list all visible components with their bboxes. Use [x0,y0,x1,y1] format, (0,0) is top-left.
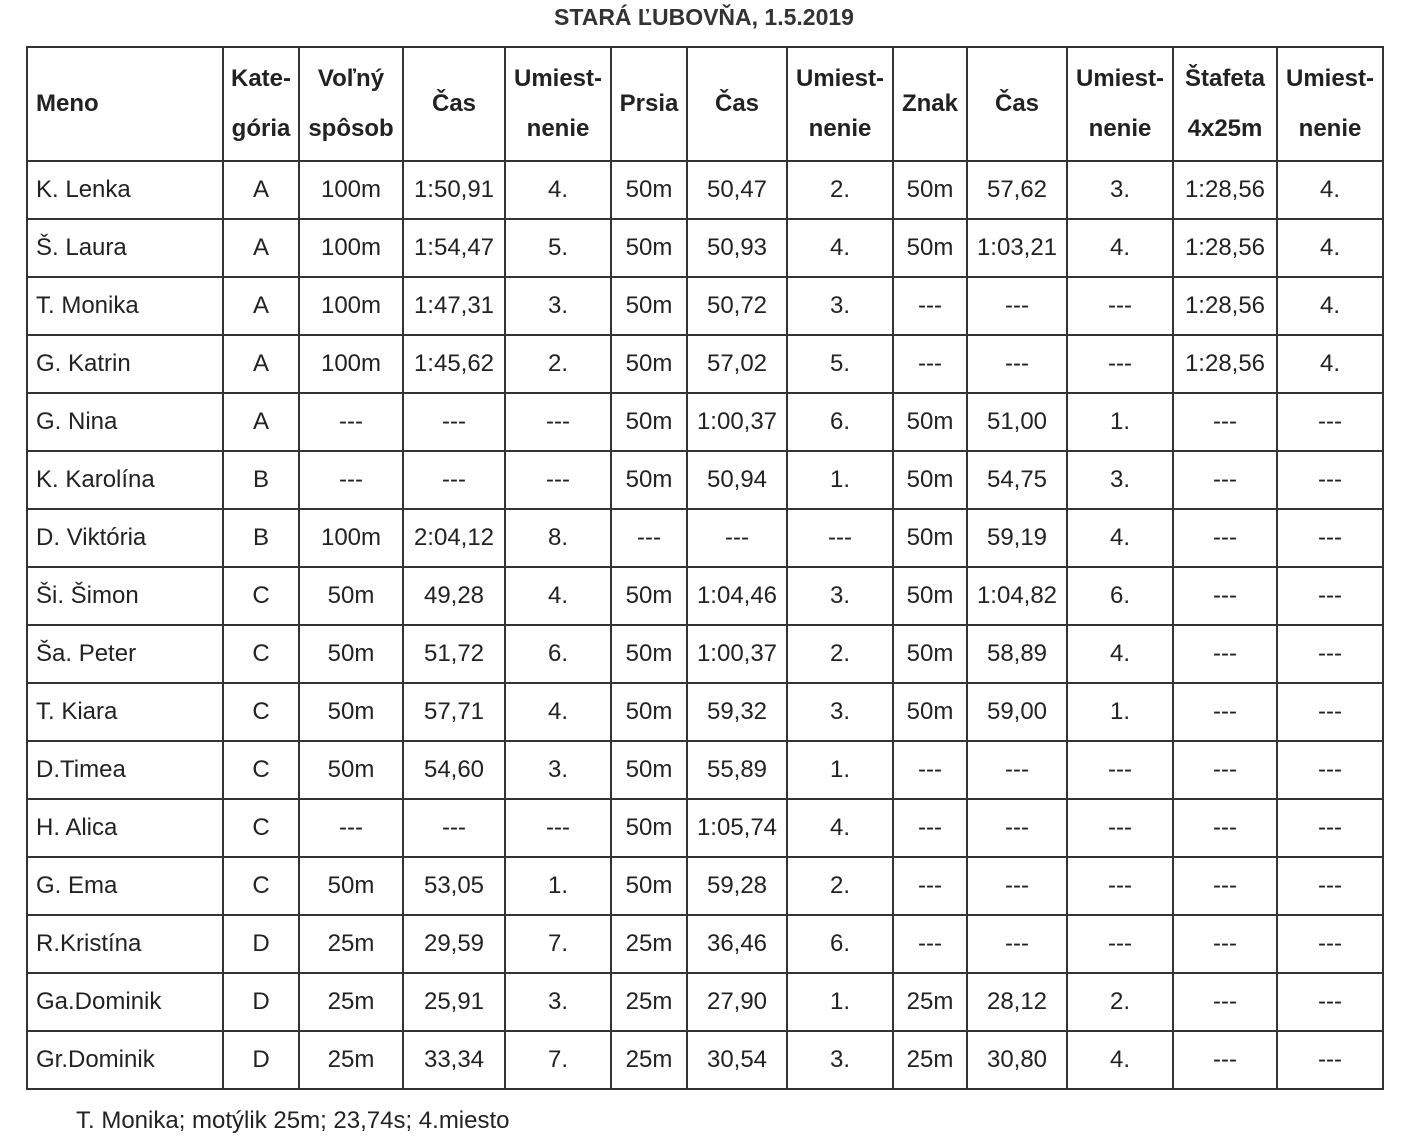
cell-freestyle-place: 4. [505,161,611,219]
cell-relay-time: --- [1173,799,1277,857]
cell-relay-time: --- [1173,451,1277,509]
cell-backstroke-distance: --- [893,277,967,335]
cell-relay-time: --- [1173,1031,1277,1089]
cell-name: Ša. Peter [27,625,223,683]
cell-freestyle-place: 3. [505,277,611,335]
cell-breaststroke-time: 50,47 [687,161,787,219]
cell-freestyle-time: 57,71 [403,683,505,741]
cell-backstroke-distance: 50m [893,451,967,509]
cell-breaststroke-time: 30,54 [687,1031,787,1089]
cell-breaststroke-distance: 50m [611,567,687,625]
cell-freestyle-time: --- [403,393,505,451]
cell-name: Gr.Dominik [27,1031,223,1089]
table-row [27,799,1383,857]
cell-category: C [223,683,299,741]
table-row [27,1031,1383,1089]
cell-breaststroke-time: --- [687,509,787,567]
cell-breaststroke-distance: 25m [611,973,687,1031]
cell-backstroke-distance: --- [893,741,967,799]
cell-backstroke-time: 59,19 [967,509,1067,567]
cell-freestyle-distance: 50m [299,741,403,799]
table-row [27,741,1383,799]
header-meno: Meno [27,47,223,161]
cell-name: Š. Laura [27,219,223,277]
cell-relay-time: --- [1173,625,1277,683]
cell-relay-time: --- [1173,567,1277,625]
cell-relay-place: --- [1277,799,1383,857]
cell-backstroke-place: 1. [1067,683,1173,741]
cell-backstroke-place: 4. [1067,509,1173,567]
results-body [27,161,1383,1089]
cell-freestyle-distance: 25m [299,915,403,973]
cell-breaststroke-place: 4. [787,219,893,277]
cell-backstroke-distance: --- [893,857,967,915]
cell-breaststroke-time: 50,93 [687,219,787,277]
cell-relay-time: 1:28,56 [1173,277,1277,335]
cell-relay-place: --- [1277,1031,1383,1089]
cell-backstroke-place: 2. [1067,973,1173,1031]
cell-backstroke-place: --- [1067,741,1173,799]
cell-name: R.Kristína [27,915,223,973]
cell-backstroke-distance: 50m [893,683,967,741]
cell-freestyle-time: 1:54,47 [403,219,505,277]
cell-relay-place: --- [1277,973,1383,1031]
cell-breaststroke-place: 2. [787,857,893,915]
cell-category: D [223,1031,299,1089]
cell-backstroke-time: 58,89 [967,625,1067,683]
table-row [27,683,1383,741]
cell-category: A [223,277,299,335]
cell-breaststroke-place: 6. [787,915,893,973]
cell-breaststroke-place: 2. [787,161,893,219]
cell-breaststroke-distance: 50m [611,335,687,393]
cell-relay-place: 4. [1277,277,1383,335]
cell-freestyle-time: 49,28 [403,567,505,625]
cell-breaststroke-place: 1. [787,973,893,1031]
cell-breaststroke-distance: 50m [611,857,687,915]
cell-freestyle-time: 1:45,62 [403,335,505,393]
cell-breaststroke-distance: 50m [611,683,687,741]
cell-category: C [223,567,299,625]
cell-name: G. Nina [27,393,223,451]
cell-breaststroke-place: --- [787,509,893,567]
cell-backstroke-time: --- [967,857,1067,915]
header-umiestnenie-znak: Umiest- nenie [1067,47,1173,161]
cell-category: C [223,625,299,683]
cell-freestyle-distance: --- [299,799,403,857]
cell-relay-time: 1:28,56 [1173,219,1277,277]
table-row [27,161,1383,219]
table-row [27,451,1383,509]
cell-name: D. Viktória [27,509,223,567]
cell-breaststroke-time: 57,02 [687,335,787,393]
cell-freestyle-time: 1:47,31 [403,277,505,335]
cell-breaststroke-distance: 25m [611,915,687,973]
cell-category: C [223,799,299,857]
header-znak: Znak [893,47,967,161]
cell-backstroke-distance: 50m [893,509,967,567]
cell-freestyle-time: --- [403,451,505,509]
cell-freestyle-distance: 50m [299,567,403,625]
cell-backstroke-time: 54,75 [967,451,1067,509]
cell-relay-place: --- [1277,683,1383,741]
cell-backstroke-place: --- [1067,799,1173,857]
header-cas-prsia: Čas [687,47,787,161]
table-row [27,915,1383,973]
cell-category: D [223,973,299,1031]
cell-freestyle-time: 2:04,12 [403,509,505,567]
cell-backstroke-time: 57,62 [967,161,1067,219]
cell-breaststroke-distance: 50m [611,161,687,219]
cell-name: Ši. Šimon [27,567,223,625]
cell-freestyle-place: 5. [505,219,611,277]
cell-freestyle-time: 53,05 [403,857,505,915]
cell-backstroke-time: --- [967,915,1067,973]
cell-category: A [223,335,299,393]
cell-relay-place: 4. [1277,335,1383,393]
cell-backstroke-distance: 25m [893,1031,967,1089]
cell-freestyle-distance: 50m [299,683,403,741]
cell-relay-time: --- [1173,857,1277,915]
cell-breaststroke-place: 1. [787,451,893,509]
cell-freestyle-place: 3. [505,741,611,799]
cell-relay-place: --- [1277,741,1383,799]
cell-relay-time: 1:28,56 [1173,161,1277,219]
cell-freestyle-distance: --- [299,451,403,509]
cell-breaststroke-distance: 50m [611,451,687,509]
cell-backstroke-place: 6. [1067,567,1173,625]
header-kategoria: Kate- gória [223,47,299,161]
header-umiestnenie-prsia: Umiest- nenie [787,47,893,161]
cell-freestyle-distance: 25m [299,1031,403,1089]
header-cas-volny: Čas [403,47,505,161]
cell-freestyle-time: 51,72 [403,625,505,683]
cell-relay-time: 1:28,56 [1173,335,1277,393]
cell-breaststroke-place: 4. [787,799,893,857]
cell-backstroke-distance: 50m [893,567,967,625]
cell-breaststroke-place: 3. [787,683,893,741]
cell-relay-place: 4. [1277,219,1383,277]
table-row [27,509,1383,567]
cell-freestyle-time: 1:50,91 [403,161,505,219]
cell-breaststroke-time: 36,46 [687,915,787,973]
cell-name: D.Timea [27,741,223,799]
cell-freestyle-distance: 100m [299,219,403,277]
cell-category: A [223,219,299,277]
cell-breaststroke-time: 1:04,46 [687,567,787,625]
cell-freestyle-distance: 100m [299,277,403,335]
cell-breaststroke-distance: 50m [611,741,687,799]
cell-breaststroke-time: 55,89 [687,741,787,799]
cell-freestyle-distance: 100m [299,509,403,567]
cell-relay-time: --- [1173,509,1277,567]
header-cas-znak: Čas [967,47,1067,161]
header-stafeta: Štafeta 4x25m [1173,47,1277,161]
cell-backstroke-time: 1:04,82 [967,567,1067,625]
cell-relay-time: --- [1173,973,1277,1031]
cell-freestyle-time: 33,34 [403,1031,505,1089]
cell-breaststroke-place: 1. [787,741,893,799]
cell-category: B [223,509,299,567]
cell-freestyle-place: 7. [505,1031,611,1089]
cell-breaststroke-time: 50,72 [687,277,787,335]
cell-relay-place: 4. [1277,161,1383,219]
cell-backstroke-distance: --- [893,335,967,393]
cell-relay-place: --- [1277,393,1383,451]
footnote: T. Monika; motýlik 25m; 23,74s; 4.miesto [76,1107,510,1134]
cell-freestyle-place: --- [505,451,611,509]
table-row [27,277,1383,335]
table-row [27,857,1383,915]
cell-backstroke-time: 30,80 [967,1031,1067,1089]
results-table [26,46,1384,1090]
cell-freestyle-place: --- [505,393,611,451]
cell-backstroke-place: 1. [1067,393,1173,451]
cell-freestyle-time: 54,60 [403,741,505,799]
cell-freestyle-time: 25,91 [403,973,505,1031]
cell-breaststroke-time: 27,90 [687,973,787,1031]
table-row [27,393,1383,451]
cell-freestyle-place: 4. [505,683,611,741]
cell-breaststroke-place: 3. [787,1031,893,1089]
cell-breaststroke-time: 59,28 [687,857,787,915]
cell-name: K. Karolína [27,451,223,509]
cell-breaststroke-place: 2. [787,625,893,683]
cell-backstroke-time: --- [967,741,1067,799]
cell-breaststroke-distance: 50m [611,393,687,451]
cell-name: K. Lenka [27,161,223,219]
cell-relay-place: --- [1277,915,1383,973]
cell-freestyle-distance: 100m [299,335,403,393]
cell-freestyle-time: --- [403,799,505,857]
cell-freestyle-place: 7. [505,915,611,973]
cell-relay-time: --- [1173,741,1277,799]
header-umiestnenie-stafeta: Umiest- nenie [1277,47,1383,161]
cell-freestyle-place: 1. [505,857,611,915]
cell-breaststroke-distance: 50m [611,625,687,683]
cell-breaststroke-time: 59,32 [687,683,787,741]
cell-category: C [223,741,299,799]
cell-breaststroke-place: 3. [787,277,893,335]
cell-name: G. Ema [27,857,223,915]
cell-breaststroke-place: 5. [787,335,893,393]
cell-freestyle-place: 8. [505,509,611,567]
cell-backstroke-place: 3. [1067,161,1173,219]
cell-backstroke-distance: 50m [893,219,967,277]
page-title: STARÁ ĽUBOVŇA, 1.5.2019 [554,4,854,30]
cell-category: A [223,393,299,451]
cell-backstroke-distance: 50m [893,393,967,451]
cell-backstroke-place: --- [1067,915,1173,973]
cell-freestyle-place: 3. [505,973,611,1031]
cell-freestyle-place: --- [505,799,611,857]
cell-backstroke-distance: --- [893,915,967,973]
cell-backstroke-time: 28,12 [967,973,1067,1031]
cell-relay-time: --- [1173,393,1277,451]
table-row [27,335,1383,393]
cell-breaststroke-place: 6. [787,393,893,451]
cell-name: Ga.Dominik [27,973,223,1031]
cell-backstroke-distance: 50m [893,625,967,683]
cell-category: A [223,161,299,219]
cell-category: B [223,451,299,509]
cell-relay-time: --- [1173,683,1277,741]
cell-name: T. Monika [27,277,223,335]
cell-freestyle-place: 2. [505,335,611,393]
cell-breaststroke-time: 50,94 [687,451,787,509]
table-header-row [27,47,1383,161]
cell-backstroke-place: 4. [1067,625,1173,683]
cell-backstroke-time: 1:03,21 [967,219,1067,277]
cell-breaststroke-time: 1:05,74 [687,799,787,857]
cell-backstroke-place: --- [1067,277,1173,335]
cell-freestyle-place: 6. [505,625,611,683]
cell-freestyle-distance: 50m [299,857,403,915]
cell-freestyle-distance: 25m [299,973,403,1031]
cell-relay-place: --- [1277,509,1383,567]
cell-relay-place: --- [1277,451,1383,509]
cell-breaststroke-time: 1:00,37 [687,393,787,451]
cell-category: C [223,857,299,915]
cell-backstroke-place: 3. [1067,451,1173,509]
cell-breaststroke-time: 1:00,37 [687,625,787,683]
cell-breaststroke-distance: 50m [611,219,687,277]
cell-breaststroke-place: 3. [787,567,893,625]
cell-name: H. Alica [27,799,223,857]
cell-breaststroke-distance: --- [611,509,687,567]
cell-name: G. Katrin [27,335,223,393]
cell-backstroke-place: --- [1067,335,1173,393]
cell-category: D [223,915,299,973]
cell-relay-place: --- [1277,857,1383,915]
table-row [27,625,1383,683]
cell-backstroke-distance: 50m [893,161,967,219]
table-row [27,219,1383,277]
table-row [27,973,1383,1031]
cell-freestyle-distance: 50m [299,625,403,683]
header-volny-sposob: Voľný spôsob [299,47,403,161]
cell-backstroke-place: --- [1067,857,1173,915]
cell-relay-time: --- [1173,915,1277,973]
cell-backstroke-time: 59,00 [967,683,1067,741]
cell-relay-place: --- [1277,625,1383,683]
cell-breaststroke-distance: 50m [611,799,687,857]
cell-breaststroke-distance: 25m [611,1031,687,1089]
header-umiestnenie-volny: Umiest- nenie [505,47,611,161]
cell-backstroke-time: --- [967,799,1067,857]
cell-name: T. Kiara [27,683,223,741]
cell-backstroke-distance: 25m [893,973,967,1031]
cell-backstroke-time: 51,00 [967,393,1067,451]
header-prsia: Prsia [611,47,687,161]
cell-breaststroke-distance: 50m [611,277,687,335]
cell-freestyle-time: 29,59 [403,915,505,973]
cell-freestyle-place: 4. [505,567,611,625]
cell-backstroke-place: 4. [1067,219,1173,277]
cell-backstroke-time: --- [967,277,1067,335]
table-row [27,567,1383,625]
cell-backstroke-distance: --- [893,799,967,857]
cell-freestyle-distance: --- [299,393,403,451]
cell-relay-place: --- [1277,567,1383,625]
cell-freestyle-distance: 100m [299,161,403,219]
cell-backstroke-place: 4. [1067,1031,1173,1089]
cell-backstroke-time: --- [967,335,1067,393]
